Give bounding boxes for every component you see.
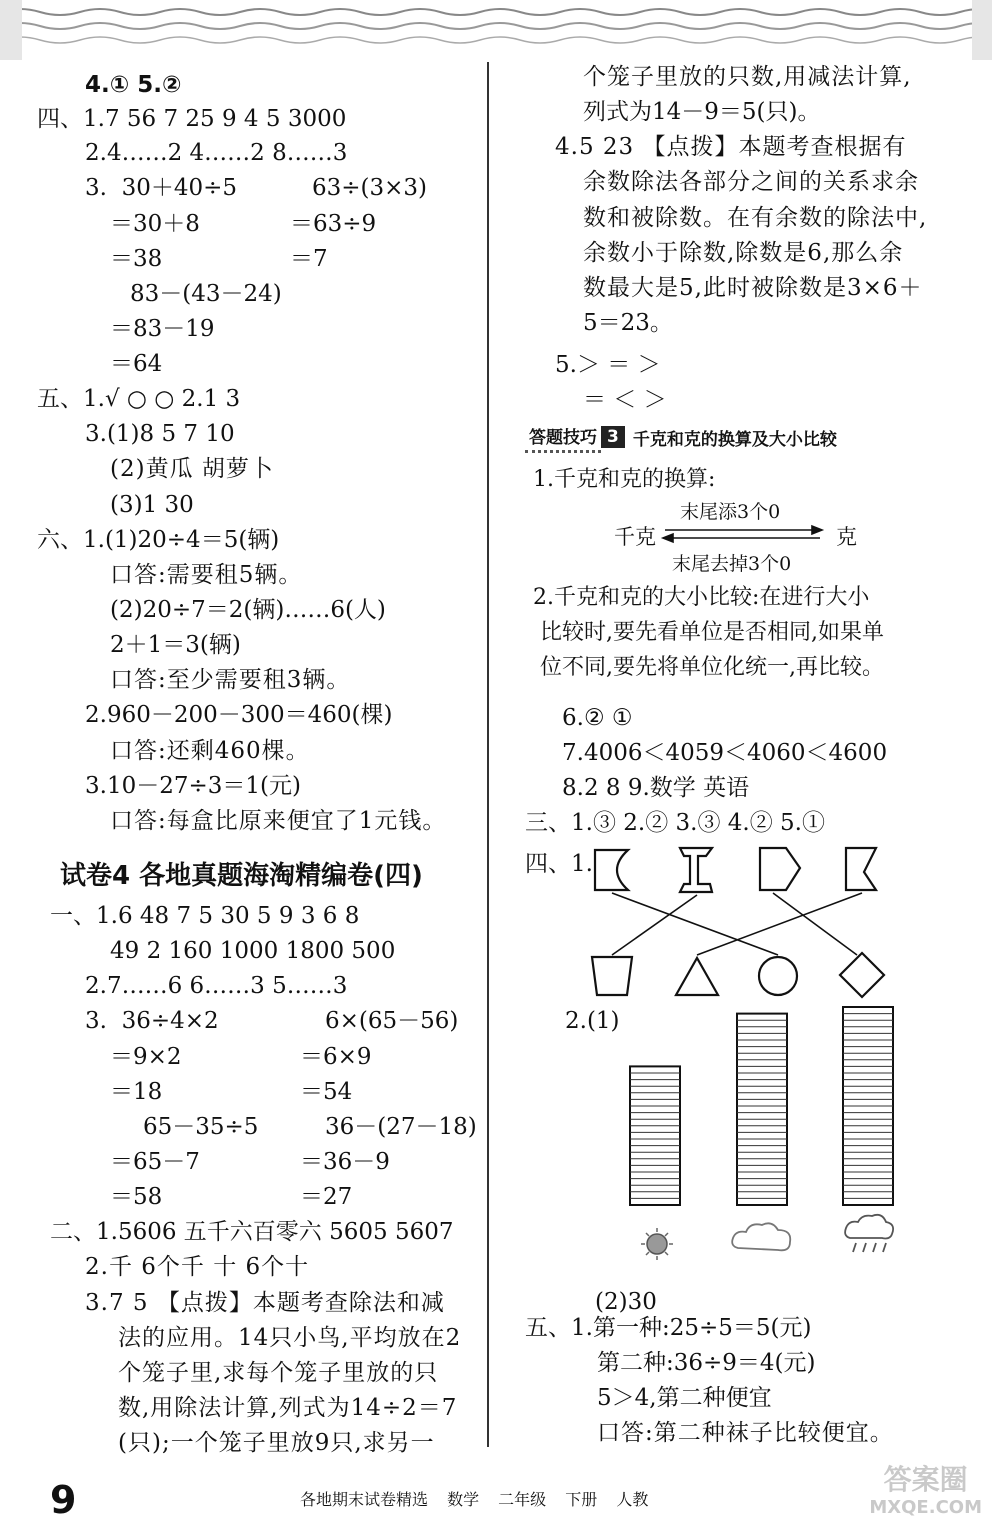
- answer-line: 4.① 5.②: [85, 72, 182, 98]
- answer-line: 五、1.√ ○ ○ 2.1 3: [37, 386, 241, 412]
- answer-line: 5＝23。: [583, 310, 673, 336]
- answer-line: (2)20÷7＝2(辆)……6(人): [110, 597, 386, 623]
- answer-line: 2.960－200－300＝460(棵): [85, 702, 393, 728]
- conversion-g: 克: [836, 525, 857, 549]
- tip-number: 3: [601, 426, 625, 448]
- answer-line: 个笼子里放的只数,用减法计算,: [583, 64, 912, 90]
- shape-2-icon: [680, 848, 712, 892]
- answer-line: 83－(43－24): [130, 281, 282, 307]
- answer-line: ＝65－7: [110, 1149, 200, 1175]
- diamond-icon: [840, 953, 884, 997]
- answer-line: 3.7 5 【点拨】本题考查除法和减: [85, 1290, 445, 1316]
- answer-line: 列式为14－9＝5(只)。: [583, 99, 821, 125]
- conversion-arrows: [663, 526, 822, 542]
- answer-line: 口答:第二种袜子比较便宜。: [597, 1420, 894, 1446]
- answer-line: 口答:每盒比原来便宜了1元钱。: [110, 808, 447, 834]
- watermark-logo: [869, 1462, 982, 1518]
- conversion-kg: 千克: [614, 525, 656, 549]
- answer-line: 6×(65－56): [325, 1008, 459, 1034]
- answer-line: 36－(27－18): [325, 1114, 477, 1140]
- answer-line: 个笼子里,求每个笼子里放的只: [118, 1360, 439, 1386]
- answer-line: 3.10－27÷3＝1(元): [85, 773, 301, 799]
- answer-line: 第二种:36÷9＝4(元): [597, 1350, 816, 1376]
- shape-1-icon: [595, 850, 628, 890]
- answer-line: 5.＞ ＝ ＞: [555, 352, 661, 378]
- tip-label: 答题技巧: [525, 421, 601, 453]
- cloud-icon: [732, 1223, 790, 1250]
- answer-line: 五、1.第一种:25÷5＝5(元): [525, 1315, 812, 1341]
- tip-title: 千克和克的换算及大小比较: [632, 429, 837, 450]
- tip-line: 位不同,要先将单位化统一,再比较。: [540, 655, 884, 680]
- circle-icon: [759, 957, 797, 995]
- answer-line: 6.② ①: [562, 705, 633, 731]
- answer-line: 7.4006＜4059＜4060＜4600: [562, 740, 888, 766]
- shape-3-icon: [760, 848, 800, 890]
- answer-line: 2.4……2 4……2 8……3: [85, 140, 348, 166]
- matching-top-shapes: [595, 848, 876, 892]
- answer-line: 4.5 23 【点拨】本题考查根据有: [555, 134, 907, 160]
- answer-line: 口答:还剩460棵。: [110, 738, 310, 764]
- answer-line: 2＋1＝3(辆): [110, 632, 241, 658]
- answer-line: 63÷(3×3): [312, 175, 428, 201]
- bar-3: [843, 1007, 893, 1205]
- tip-line: 2.千克和克的大小比较:在进行大小: [533, 585, 870, 610]
- answer-line: ＝ ＜ ＞: [583, 387, 667, 413]
- answer-line: 3. 30＋40÷5: [85, 175, 238, 201]
- conversion-top-label: 末尾添3个0: [680, 501, 781, 523]
- answer-line: ＝83－19: [110, 316, 215, 342]
- answer-line: 3.(1)8 5 7 10: [85, 421, 235, 447]
- answer-line: 数,用除法计算,列式为14÷2＝7: [118, 1395, 458, 1421]
- bar-2: [737, 1014, 787, 1205]
- answer-line: 四、1.7 56 7 25 9 4 5 3000: [37, 106, 347, 132]
- column-divider: [487, 62, 489, 1447]
- cup-icon: [592, 957, 632, 995]
- answer-line: 口答:至少需要租3辆。: [110, 667, 351, 693]
- answer-line: 65－35÷5: [143, 1114, 259, 1140]
- answer-line: ＝27: [300, 1184, 353, 1210]
- answer-line: 一、1.6 48 7 5 30 5 9 3 6 8: [50, 903, 360, 929]
- answer-line: 六、1.(1)20÷4＝5(辆): [37, 527, 280, 553]
- answer-line: (2)30: [595, 1289, 657, 1315]
- answer-line: ＝6×9: [300, 1044, 372, 1070]
- answer-line: 法的应用。14只小鸟,平均放在2: [118, 1325, 462, 1351]
- answer-line: ＝30＋8: [110, 211, 200, 237]
- triangle-icon: [676, 958, 718, 995]
- watermark-line1: 答案圈: [883, 1463, 968, 1496]
- answer-line: ＝54: [300, 1079, 353, 1105]
- answer-line: 余数小于除数,除数是6,那么余: [583, 240, 904, 266]
- sun-icon: [641, 1228, 673, 1260]
- answer-line: ＝36－9: [300, 1149, 390, 1175]
- answer-line: ＝7: [290, 246, 328, 272]
- tip-header: [525, 422, 837, 452]
- shape-4-icon: [846, 848, 876, 890]
- answer-line: 2.(1): [565, 1008, 620, 1034]
- answer-line: 2.7……6 6……3 5……3: [85, 973, 348, 999]
- page-number: 9: [50, 1478, 77, 1522]
- answer-line: ＝63÷9: [290, 211, 377, 237]
- answer-line: 二、1.5606 五千六百零六 5605 5607: [50, 1219, 454, 1245]
- answer-line: 8.2 8 9.数学 英语: [562, 775, 750, 801]
- watermark-line2: MXQE.COM: [869, 1497, 982, 1518]
- top-decoration: [0, 0, 992, 60]
- answer-line: 3. 36÷4×2: [85, 1008, 219, 1034]
- conversion-bottom-label: 末尾去掉3个0: [672, 553, 792, 575]
- answer-line: 数和被除数。在有余数的除法中,: [583, 205, 928, 231]
- answer-line: ＝18: [110, 1079, 163, 1105]
- answer-line: ＝38: [110, 246, 163, 272]
- matching-bottom-shapes: [592, 953, 884, 997]
- answer-line: 口答:需要租5辆。: [110, 562, 303, 588]
- footer-book-info: 各地期末试卷精选 数学 二年级 下册 人教: [300, 1490, 649, 1509]
- answer-line: ＝58: [110, 1184, 163, 1210]
- answer-line: (3)1 30: [110, 492, 194, 518]
- weather-bar-chart: [630, 1007, 893, 1205]
- answer-line: 三、1.③ 2.② 3.③ 4.② 5.①: [525, 810, 825, 836]
- answer-line: (只);一个笼子里放9只,求另一: [118, 1430, 435, 1456]
- answer-line: 5＞4,第二种便宜: [597, 1385, 772, 1411]
- matching-lines: [612, 893, 862, 955]
- answer-line: 四、1.: [525, 851, 593, 877]
- answer-line: 49 2 160 1000 1800 500: [110, 938, 396, 964]
- tip-line: 1.千克和克的换算:: [533, 467, 716, 492]
- answer-line: 2.千 6个千 十 6个十: [85, 1254, 310, 1280]
- answer-line: 数最大是5,此时被除数是3×6＋: [583, 275, 923, 301]
- rain-cloud-icon: [845, 1215, 893, 1252]
- bar-1: [630, 1066, 680, 1205]
- section-title: 试卷4 各地真题海淘精编卷(四): [60, 861, 423, 891]
- tip-line: 比较时,要先看单位是否相同,如果单: [540, 620, 884, 645]
- answer-line: ＝9×2: [110, 1044, 182, 1070]
- answer-line: 余数除法各部分之间的关系求余: [583, 169, 919, 195]
- answer-line: ＝64: [110, 351, 163, 377]
- answer-line: (2)黄瓜 胡萝卜: [110, 456, 274, 482]
